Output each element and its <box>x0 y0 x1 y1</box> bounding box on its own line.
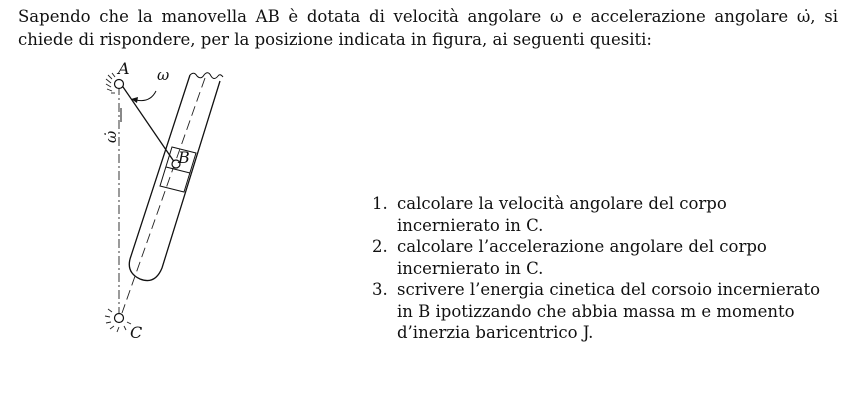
question-text: calcolare la velocità angolare del corpo incernierato in C. <box>397 194 727 235</box>
question-number: 1. <box>372 194 388 213</box>
pin-c <box>115 314 124 323</box>
ground-hatch-a <box>106 73 115 93</box>
omega-arrow <box>136 91 156 101</box>
slotted-link-axis <box>122 78 205 313</box>
problem-statement <box>18 5 838 51</box>
question-text: calcolare l’accelerazione angolare del corpo incernierato in C. <box>397 237 767 278</box>
problem-statement-line-2: rispondere, per la posizione indicata in figura, ai seguenti quesiti: <box>99 30 652 49</box>
crank-ab <box>121 84 175 163</box>
label-c: C <box>130 323 143 342</box>
question-number: 2. <box>372 237 388 256</box>
question-item-1 <box>368 193 820 236</box>
question-list <box>368 193 820 344</box>
question-number: 3. <box>372 280 388 299</box>
label-a: A <box>118 59 130 78</box>
link-cut-mark <box>190 73 223 79</box>
problem-statement-line-1: Sapendo che la manovella AB è dotata di velocità angolare ω e accelerazione angolare ω̇, si chiede di <box>18 7 838 49</box>
label-b: B <box>178 148 190 167</box>
question-text: scrivere l’energia cinetica del corsoio incernierato in B ipotizzando che abbia massa m e momento d’inerzia baricentrico J. <box>397 280 821 342</box>
mechanism-figure <box>85 52 265 352</box>
label-omega: ω <box>157 66 170 84</box>
label-omega-dot: ω̇ <box>102 130 120 143</box>
slotted-link <box>129 75 220 281</box>
question-item-2 <box>368 236 820 279</box>
question-item-3 <box>368 279 820 344</box>
pin-a <box>115 80 124 89</box>
